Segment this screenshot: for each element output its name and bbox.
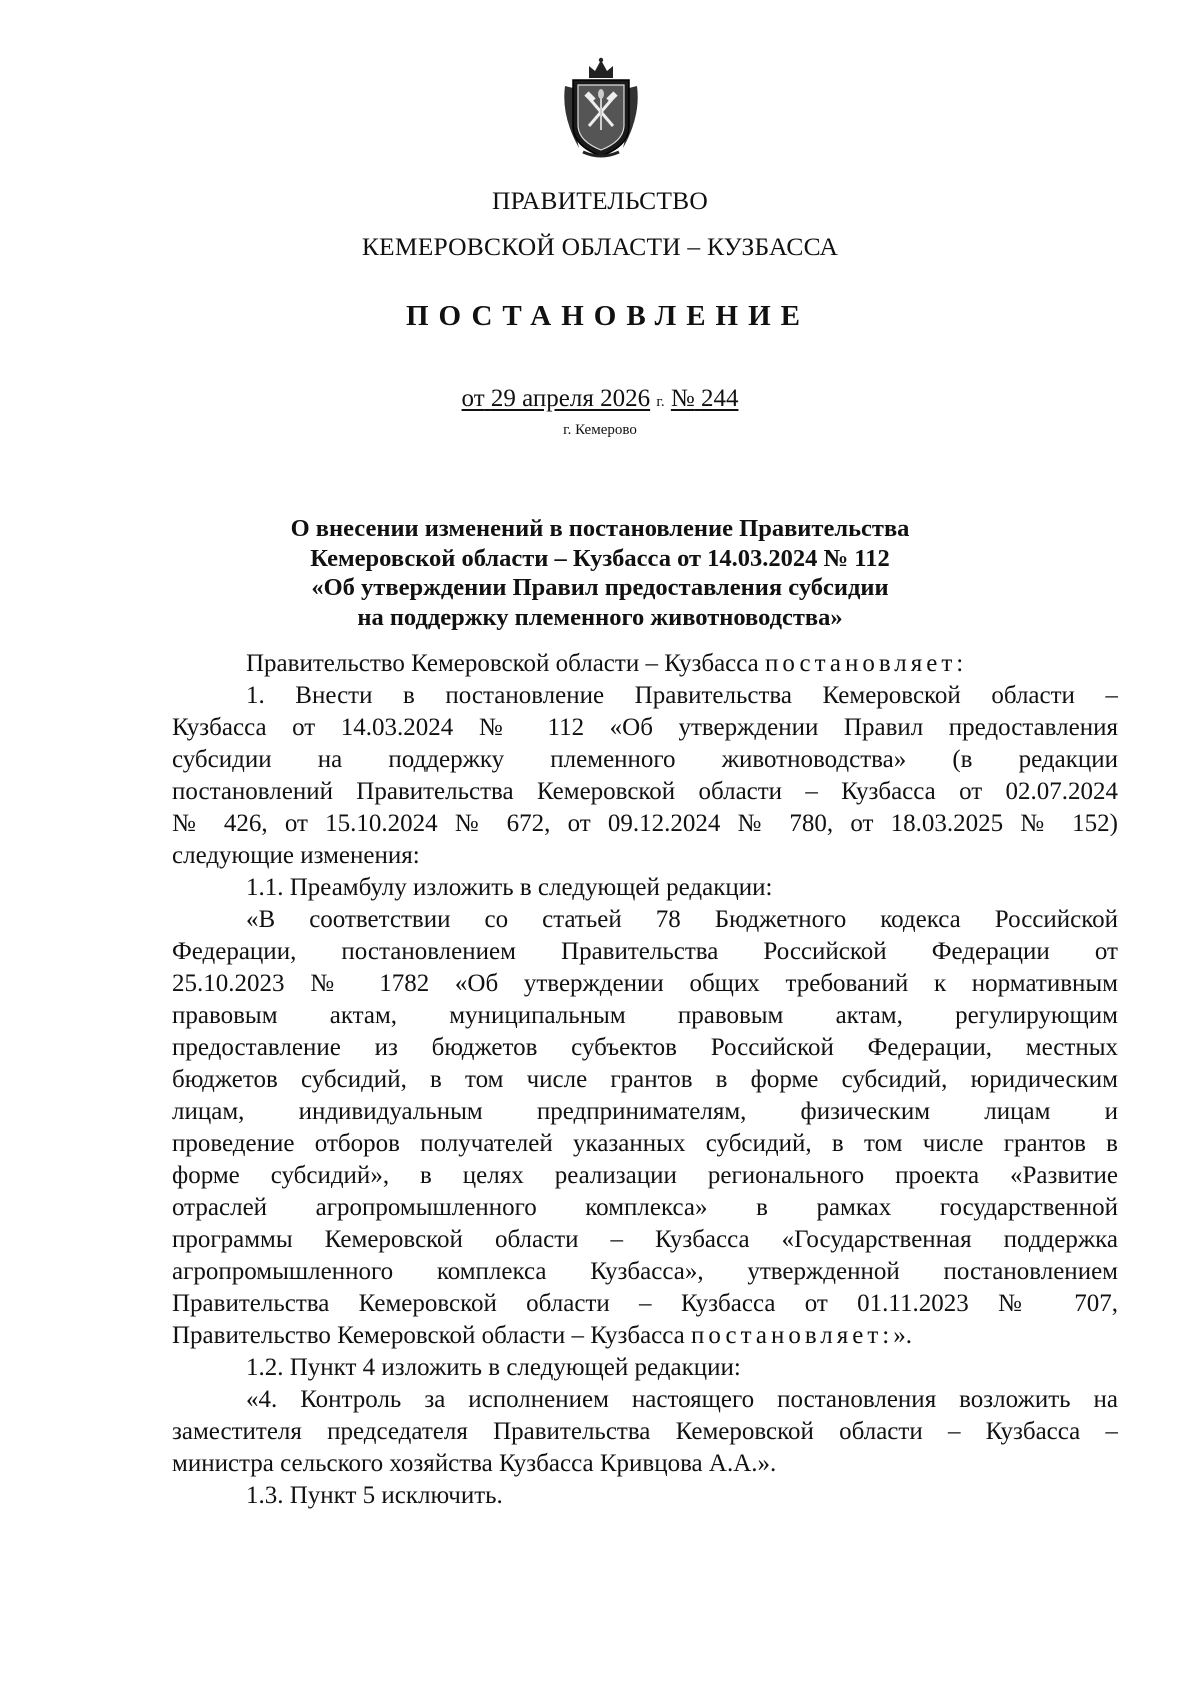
title-line: «Об утверждении Правил предоставления субсидии (311, 574, 889, 601)
body-line: 1.1. Преамбулу изложить в следующей редакции: (246, 874, 773, 901)
body-line: «4. Контроль за исполнением настоящего постановления возложить на (246, 1386, 1118, 1413)
body-line: субсидии на поддержку племенного животноводства» (в редакции (172, 746, 1118, 773)
resolves-word: постановляет: (765, 650, 968, 677)
body-line: 1. Внести в постановление Правительства Кемеровской области – (246, 682, 1118, 709)
title-line: О внесении изменений в постановление Правительства (290, 515, 910, 542)
government-name-line-2: КЕМЕРОВСКОЙ ОБЛАСТИ – КУЗБАССА (361, 232, 839, 261)
body-line: форме субсидий», в целях реализации регионального проекта «Развитие (172, 1162, 1118, 1189)
body-line: проведение отборов получателей указанных субсидий, в том числе грантов в (172, 1130, 1118, 1157)
body-line: программы Кемеровской области – Кузбасса «Государственная поддержка (172, 1226, 1118, 1253)
body-line: «В соответствии со статьей 78 Бюджетного кодекса Российской (246, 906, 1118, 933)
date-number-line (0, 385, 1200, 413)
body-line (172, 1320, 1118, 1352)
body-line: отраслей агропромышленного комплекса» в рамках государственной (172, 1194, 1118, 1221)
body-line: бюджетов субсидий, в том числе грантов в форме субсидий, юридическим (172, 1066, 1118, 1093)
body-line: заместителя председателя Правительства Кемеровской области – Кузбасса – (172, 1418, 1118, 1445)
body-line: 25.10.2023 № 1782 «Об утверждении общих требований к нормативным (172, 970, 1118, 997)
title-line: Кемеровской области – Кузбасса от 14.03.2024 № 112 (310, 544, 890, 572)
date-suffix: г. (656, 394, 665, 410)
resolves-word: постановляет: (691, 1322, 894, 1349)
government-name-line-1: ПРАВИТЕЛЬСТВО (492, 186, 708, 215)
body-line: 1.2. Пункт 4 изложить в следующей редакции: (246, 1354, 741, 1381)
quote-close: ». (893, 1322, 913, 1349)
document-date: 29 апреля 2026 (490, 385, 651, 412)
city: г. Кемерово (563, 422, 637, 438)
body-line: агропромышленного комплекса Кузбасса», утвержденной постановлением (172, 1258, 1118, 1285)
date-prefix: от (461, 385, 485, 412)
number-sign: № (670, 385, 695, 412)
body-line: правовым актам, муниципальным правовым актам, регулирующим (172, 1002, 1118, 1029)
body-line: постановлений Правительства Кемеровской области – Кузбасса от 02.07.2024 (172, 778, 1118, 805)
document-title (0, 514, 1200, 632)
document-type: ПОСТАНОВЛЕНИЕ (405, 300, 810, 332)
body-line (172, 648, 1118, 680)
body-line: министра сельского хозяйства Кузбасса Кривцова А.А.». (172, 1450, 777, 1477)
body-line: Федерации, постановлением Правительства Российской Федерации от (172, 938, 1118, 965)
body-line-text: Правительство Кемеровской области – Кузбасса (172, 1322, 685, 1349)
body-line: 1.3. Пункт 5 исключить. (246, 1482, 503, 1509)
body-line-text: Правительство Кемеровской области – Кузбасса (246, 650, 759, 677)
body-line: № 426, от 15.10.2024 № 672, от 09.12.2024 № 780, от 18.03.2025 № 152) (172, 810, 1118, 837)
body-line: Кузбасса от 14.03.2024 № 112 «Об утверждении Правил предоставления (172, 714, 1118, 741)
kuzbass-coat-of-arms-icon (559, 56, 643, 160)
body-line: лицам, индивидуальным предпринимателям, физическим лицам и (172, 1098, 1118, 1125)
document-number: 244 (700, 385, 739, 412)
title-line: на поддержку племенного животноводства» (357, 603, 843, 631)
body-line: предоставление из бюджетов субъектов Российской Федерации, местных (172, 1034, 1118, 1061)
body-line: Правительства Кемеровской области – Кузбасса от 01.11.2023 № 707, (172, 1290, 1118, 1317)
body-line: следующие изменения: (172, 842, 420, 869)
